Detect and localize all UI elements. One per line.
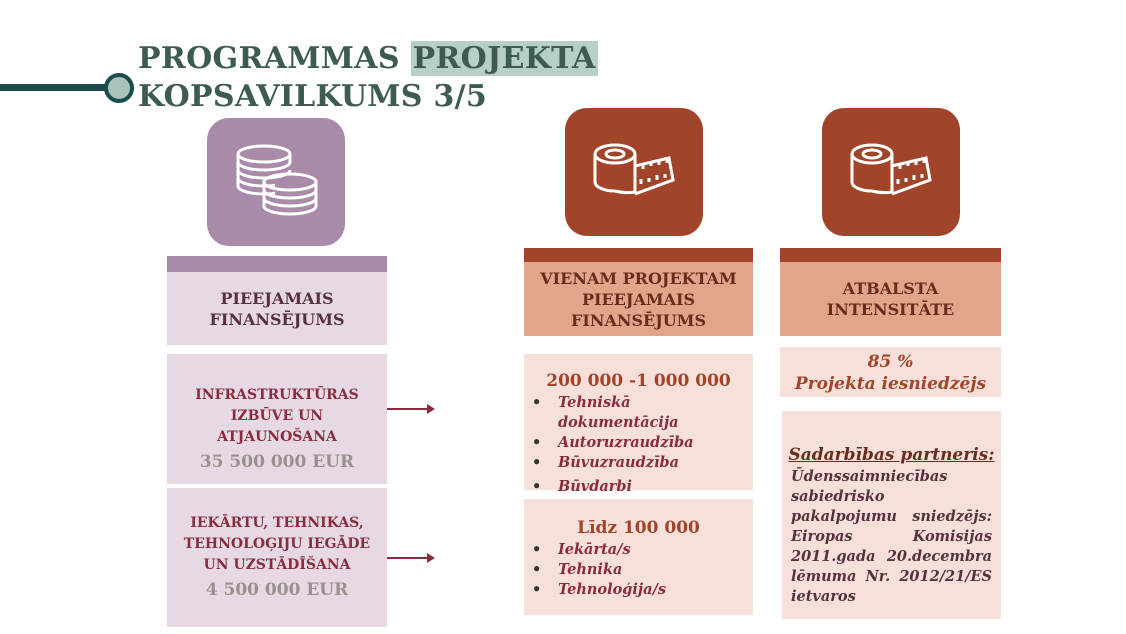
col2-box1-range: 200 000 -1 000 000	[546, 371, 731, 391]
col3-partner-heading: Sadarbības partneris:	[788, 445, 995, 465]
list-item: • Tehnika	[524, 560, 753, 580]
col3-header-bar	[780, 248, 1001, 262]
col3-box1	[780, 347, 1001, 397]
measuring-tape-icon	[591, 140, 677, 204]
col3-box2	[782, 411, 1001, 619]
title-decor-circle	[104, 73, 134, 103]
col2-box2-range: Līdz 100 000	[577, 518, 700, 538]
tape-tile-2	[822, 108, 960, 236]
col2-header	[524, 262, 753, 336]
arrow-right-1	[387, 408, 433, 410]
measuring-tape-icon	[848, 140, 934, 204]
col2-header-text: VIENAM PROJEKTAM PIEEJAMAIS FINANSĒJUMS	[540, 268, 737, 330]
page-title	[138, 40, 598, 116]
col1-box2-amount: 4 500 000 EUR	[205, 580, 349, 600]
coins-tile	[207, 118, 345, 246]
list-item: • Iekārta/s	[524, 540, 753, 560]
col3-percent: 85 %	[867, 352, 914, 372]
col1-box1	[167, 354, 387, 484]
col1-header	[167, 272, 387, 345]
col2-box2-list	[524, 540, 753, 600]
title-word2-highlight: PROJEKTA	[412, 41, 596, 76]
tape-tile-1	[565, 108, 703, 236]
col1-box2-label: IEKĀRTU, TEHNIKAS, TEHNOLOĢIJU IEGĀDE UN UZSTĀDĪŠANA	[183, 515, 371, 573]
col1-box1-label: INFRASTRUKTŪRAS IZBŪVE UN ATJAUNOŠANA	[195, 387, 359, 445]
arrow-right-2	[387, 557, 433, 559]
col1-box2	[167, 488, 387, 627]
col2-header-bar	[524, 248, 753, 262]
col3-partner-text: Ūdenssaimniecības sabiedrisko pakalpojumu sniedzējs: Eiropas Komisijas 2011.gada 20.decembra lēmuma Nr. 2012/21/ES ietvaros	[791, 468, 992, 605]
col1-box1-amount: 35 500 000 EUR	[199, 452, 355, 472]
title-line2: KOPSAVILKUMS 3/5	[138, 79, 488, 114]
list-item: • Tehnoloģija/s	[524, 580, 753, 600]
title-word1: PROGRAMMAS	[138, 41, 400, 76]
list-item: • Autoruzraudzība	[524, 433, 753, 453]
col3-applicant: Projekta iesniedzējs	[794, 374, 987, 394]
coins-icon	[231, 142, 321, 222]
list-item: • Tehniskā dokumentācija	[524, 393, 753, 433]
col2-box2	[524, 499, 753, 615]
title-decor-line	[0, 84, 110, 91]
col1-header-text: PIEEJAMAIS FINANSĒJUMS	[209, 288, 345, 329]
col2-box1	[524, 354, 753, 495]
col3-header-text: ATBALSTA INTENSITĀTE	[826, 279, 955, 319]
col2-box1-list	[524, 393, 753, 497]
col3-header	[780, 262, 1001, 336]
list-item: • Būvuzraudzība	[524, 453, 753, 473]
list-item: • Būvdarbi	[524, 477, 753, 497]
col1-header-bar	[167, 256, 387, 272]
